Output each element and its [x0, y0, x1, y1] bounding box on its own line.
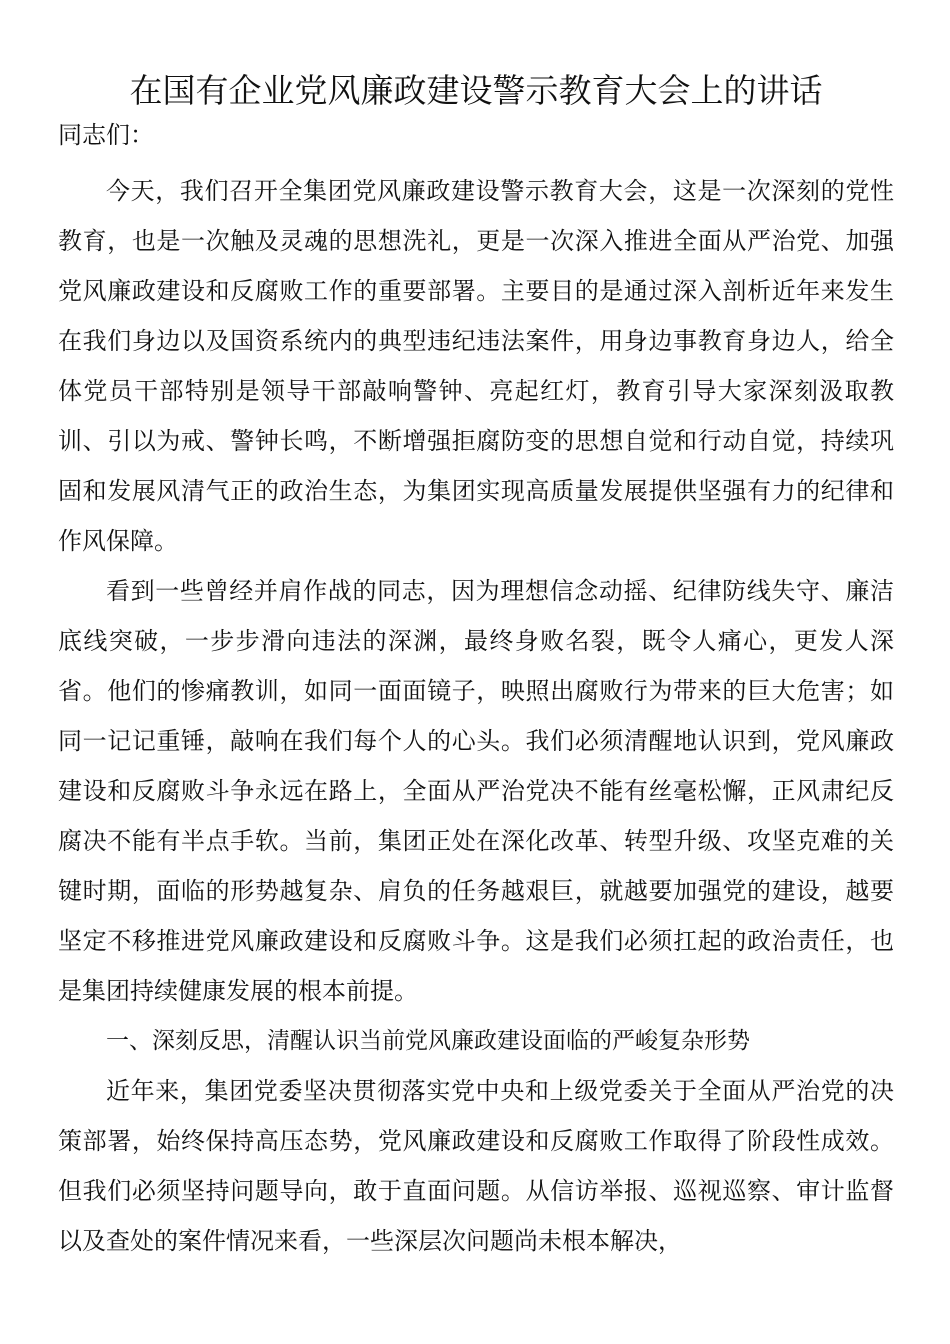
paragraph-section-one: 近年来，集团党委坚决贯彻落实党中央和上级党委关于全面从严治党的决策部署，始终保持高压态势，党风廉政建设和反腐败工作取得了阶段性成效。但我们必须坚持问题导向，敢于直面问题。从信访举报、巡视巡察、审计监督以及查处的案件情况来看，一些深层次问题尚未根本解决， [58, 1077, 894, 1255]
greeting: 同志们： [58, 121, 154, 149]
paragraph-lessons: 看到一些曾经并肩作战的同志，因为理想信念动摇、纪律防线失守、廉洁底线突破，一步步滑向违法的深渊，最终身败名裂，既令人痛心，更发人深省。他们的惨痛教训，如同一面面镜子，映照出腐败行为带来的巨大危害；如同一记记重锤，敲响在我们每个人的心头。我们必须清醒地认识到，党风廉政建设和反腐败斗争永远在路上，全面从严治党决不能有丝毫松懈，正风肃纪反腐决不能有半点手软。当前，集团正处在深化改革、转型升级、攻坚克难的关键时期，面临的形势越复杂、肩负的任务越艰巨，就越要加强党的建设，越要坚定不移推进党风廉政建设和反腐败斗争。这是我们必须扛起的政治责任，也是集团持续健康发展的根本前提。 [58, 577, 894, 1005]
section-heading: 一、深刻反思，清醒认识当前党风廉政建设面临的严峻复杂形势 [106, 1028, 750, 1054]
paragraph-opening: 今天，我们召开全集团党风廉政建设警示教育大会，这是一次深刻的党性教育，也是一次触及灵魂的思想洗礼，更是一次深入推进全面从严治党、加强党风廉政建设和反腐败工作的重要部署。主要目的是通过深入剖析近年来发生在我们身边以及国资系统内的典型违纪违法案件，用身边事教育身边人，给全体党员干部特别是领导干部敲响警钟、亮起红灯，教育引导大家深刻汲取教训、引以为戒、警钟长鸣，不断增强拒腐防变的思想自觉和行动自觉，持续巩固和发展风清气正的政治生态，为集团实现高质量发展提供坚强有力的纪律和作风保障。 [58, 177, 894, 555]
document-page [58, 68, 894, 1266]
document-title: 在国有企业党风廉政建设警示教育大会上的讲话 [129, 71, 823, 110]
